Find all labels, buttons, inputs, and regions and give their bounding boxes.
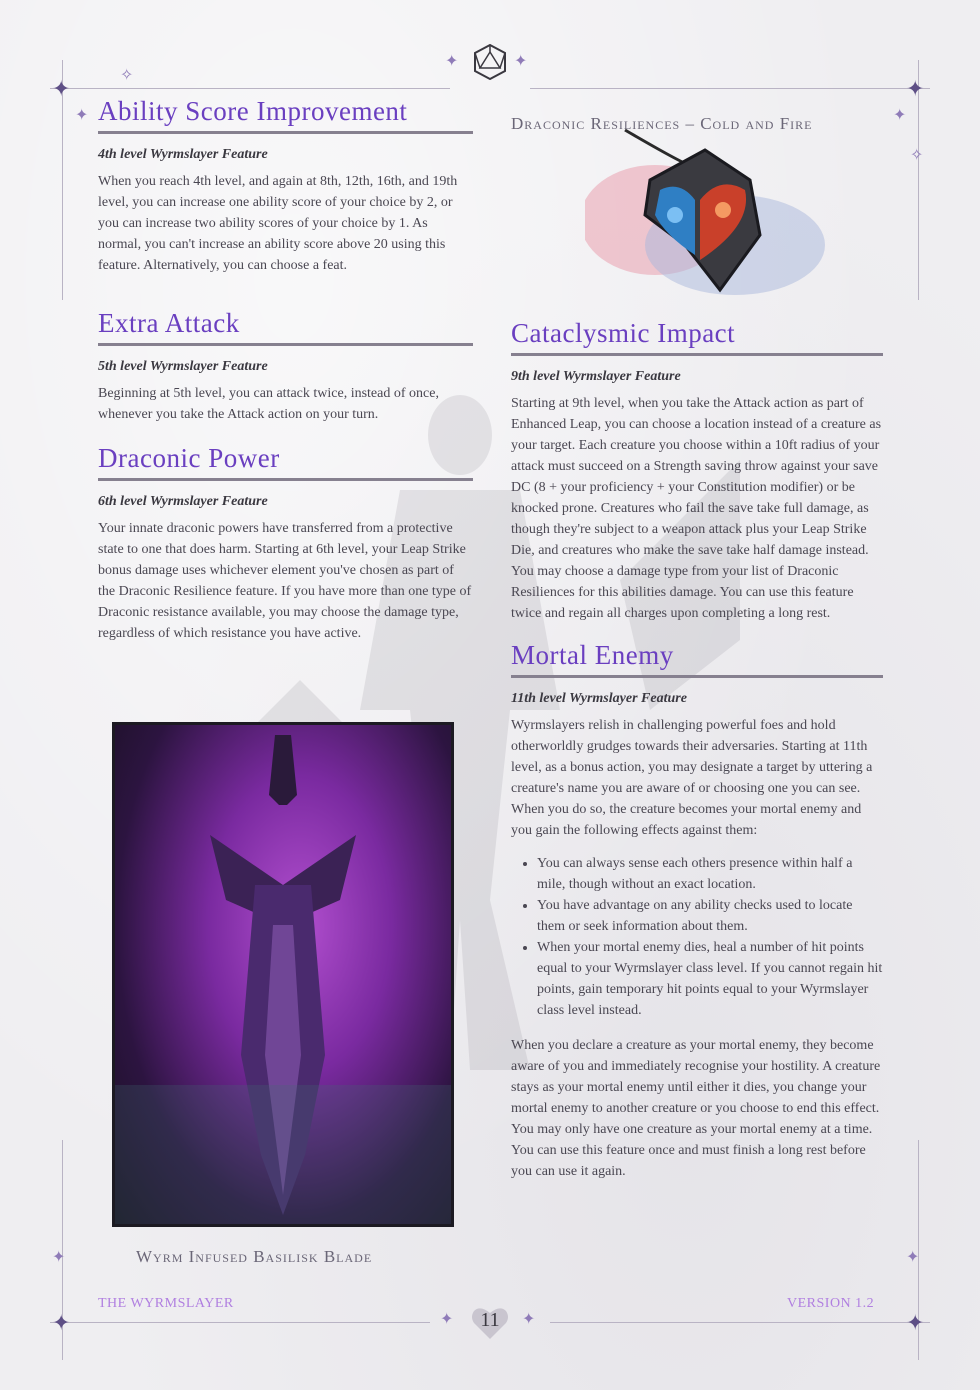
feature-subtitle: 9th level Wyrmslayer Feature [511, 369, 681, 385]
section-title: Extra Attack [98, 308, 240, 339]
sparkle-icon: ✦ [514, 53, 528, 70]
list-item: • You have advantage on any ability checks used to locate them or seek information about them. [537, 895, 883, 937]
d20-dice-icon [473, 44, 507, 80]
feature-body: Beginning at 5th level, you can attack twice, instead of once, whenever you take the Attack action on your turn. [98, 386, 439, 423]
frame-top-right-line [530, 88, 930, 89]
title-rule [511, 675, 883, 678]
sparkle-icon: ✧ [910, 147, 924, 164]
title-rule [98, 131, 473, 134]
frame-bottom-right-line [550, 1322, 930, 1323]
feature-body: Wyrmslayers relish in challenging powerful foes and hold otherworldly grudges towards their adversaries. Starting at 11th level, as a bonus action, you may designate a target by uttering a creature's name you are aware of or choosing one you can see. When you do so, the creature becomes your mortal enemy and you gain the following effects against them: [511, 718, 873, 839]
sparkle-icon: ✦ [52, 76, 71, 101]
section-title: Draconic Power [98, 443, 280, 474]
frame-bottom-left-line [50, 1322, 430, 1323]
sparkle-icon: ✦ [906, 1310, 925, 1335]
sword-artwork [112, 722, 454, 1227]
title-rule [511, 353, 883, 356]
sword-caption: Wyrm Infused Basilisk Blade [136, 1247, 373, 1266]
sparkle-icon: ✦ [906, 1249, 920, 1266]
pendant-image [585, 125, 835, 300]
footer-title: THE WYRMSLAYER [98, 1296, 234, 1311]
feature-body: When you declare a creature as your mortal enemy, they become aware of you and immediately recognise your hostility. A creature stays as your mortal enemy until either it dies, you change your mortal enemy to another creature or you choose to end this effect. You may only have one creature as your mortal enemy at a time. You can use this feature once and must finish a long rest before you can use it again. [511, 1038, 881, 1180]
sparkle-icon: ✦ [75, 107, 89, 124]
effects-list [511, 853, 883, 1021]
frame-top-left-line [50, 88, 450, 89]
sword-icon [115, 725, 451, 1224]
feature-subtitle: 4th level Wyrmslayer Feature [98, 147, 268, 163]
feature-subtitle: 11th level Wyrmslayer Feature [511, 691, 687, 707]
sparkle-icon: ✦ [445, 53, 459, 70]
sparkle-icon: ✦ [440, 1311, 454, 1328]
pendant-caption: Draconic Resiliences – Cold and Fire [511, 114, 813, 133]
feature-subtitle: 6th level Wyrmslayer Feature [98, 494, 268, 510]
list-item: • You can always sense each others presence within half a mile, though without an exact location. [537, 853, 883, 895]
title-rule [98, 478, 473, 481]
right-column [511, 318, 883, 1182]
footer-version: VERSION 1.2 [787, 1296, 875, 1311]
page-number: 11 [480, 1309, 500, 1331]
feature-body: When you reach 4th level, and again at 8th, 12th, 16th, and 19th level, you can increase one ability score of your choice by 2, or you can increase two ability scores of your choice by 1. As normal, you can't increase an ability score above 20 using this feature. Alternatively, you can choose a feat. [98, 174, 458, 274]
section-title: Mortal Enemy [511, 640, 674, 671]
sparkle-icon: ✦ [906, 76, 925, 101]
sparkle-icon: ✦ [522, 1311, 536, 1328]
title-rule [98, 343, 473, 346]
sparkle-icon: ✦ [893, 107, 907, 124]
sparkle-icon: ✧ [120, 67, 134, 84]
feature-body: Starting at 9th level, when you take the Attack action as part of Enhanced Leap, you can choose a location instead of a creature as your target. Each creature you choose within a 10ft radius of your attack must succeed on a Strength saving throw against your save DC (8 + your proficiency + your Constitution modifier) or be knocked prone. Creatures who fail the save take full damage, as though they're subject to a weapon attack plus your Leap Strike Die, and creatures who make the save take half damage instead. You may choose a damage type from your list of Draconic Resiliences for this abilities damage. You can use this feature twice and regain all charges upon completing a long rest. [511, 396, 882, 622]
feature-subtitle: 5th level Wyrmslayer Feature [98, 359, 268, 375]
sparkle-icon: ✦ [52, 1249, 66, 1266]
left-column [98, 96, 473, 644]
list-item: • When your mortal enemy dies, heal a number of hit points equal to your Wyrmslayer class level. If you cannot regain hit points, gain temporary hit points equal to your Wyrmslayer class level instead. [537, 937, 883, 1021]
section-title: Cataclysmic Impact [511, 318, 736, 348]
section-title: Ability Score Improvement [98, 96, 408, 126]
feature-body: Your innate draconic powers have transferred from a protective state to one that does harm. Starting at 6th level, your Leap Strike bonus damage uses whichever element you've chosen as part of the Draconic Resilience feature. If you have more than one type of Draconic resistance available, you may choose the damage type, regardless of which resistance you have active. [98, 521, 472, 642]
sparkle-icon: ✦ [52, 1310, 71, 1335]
